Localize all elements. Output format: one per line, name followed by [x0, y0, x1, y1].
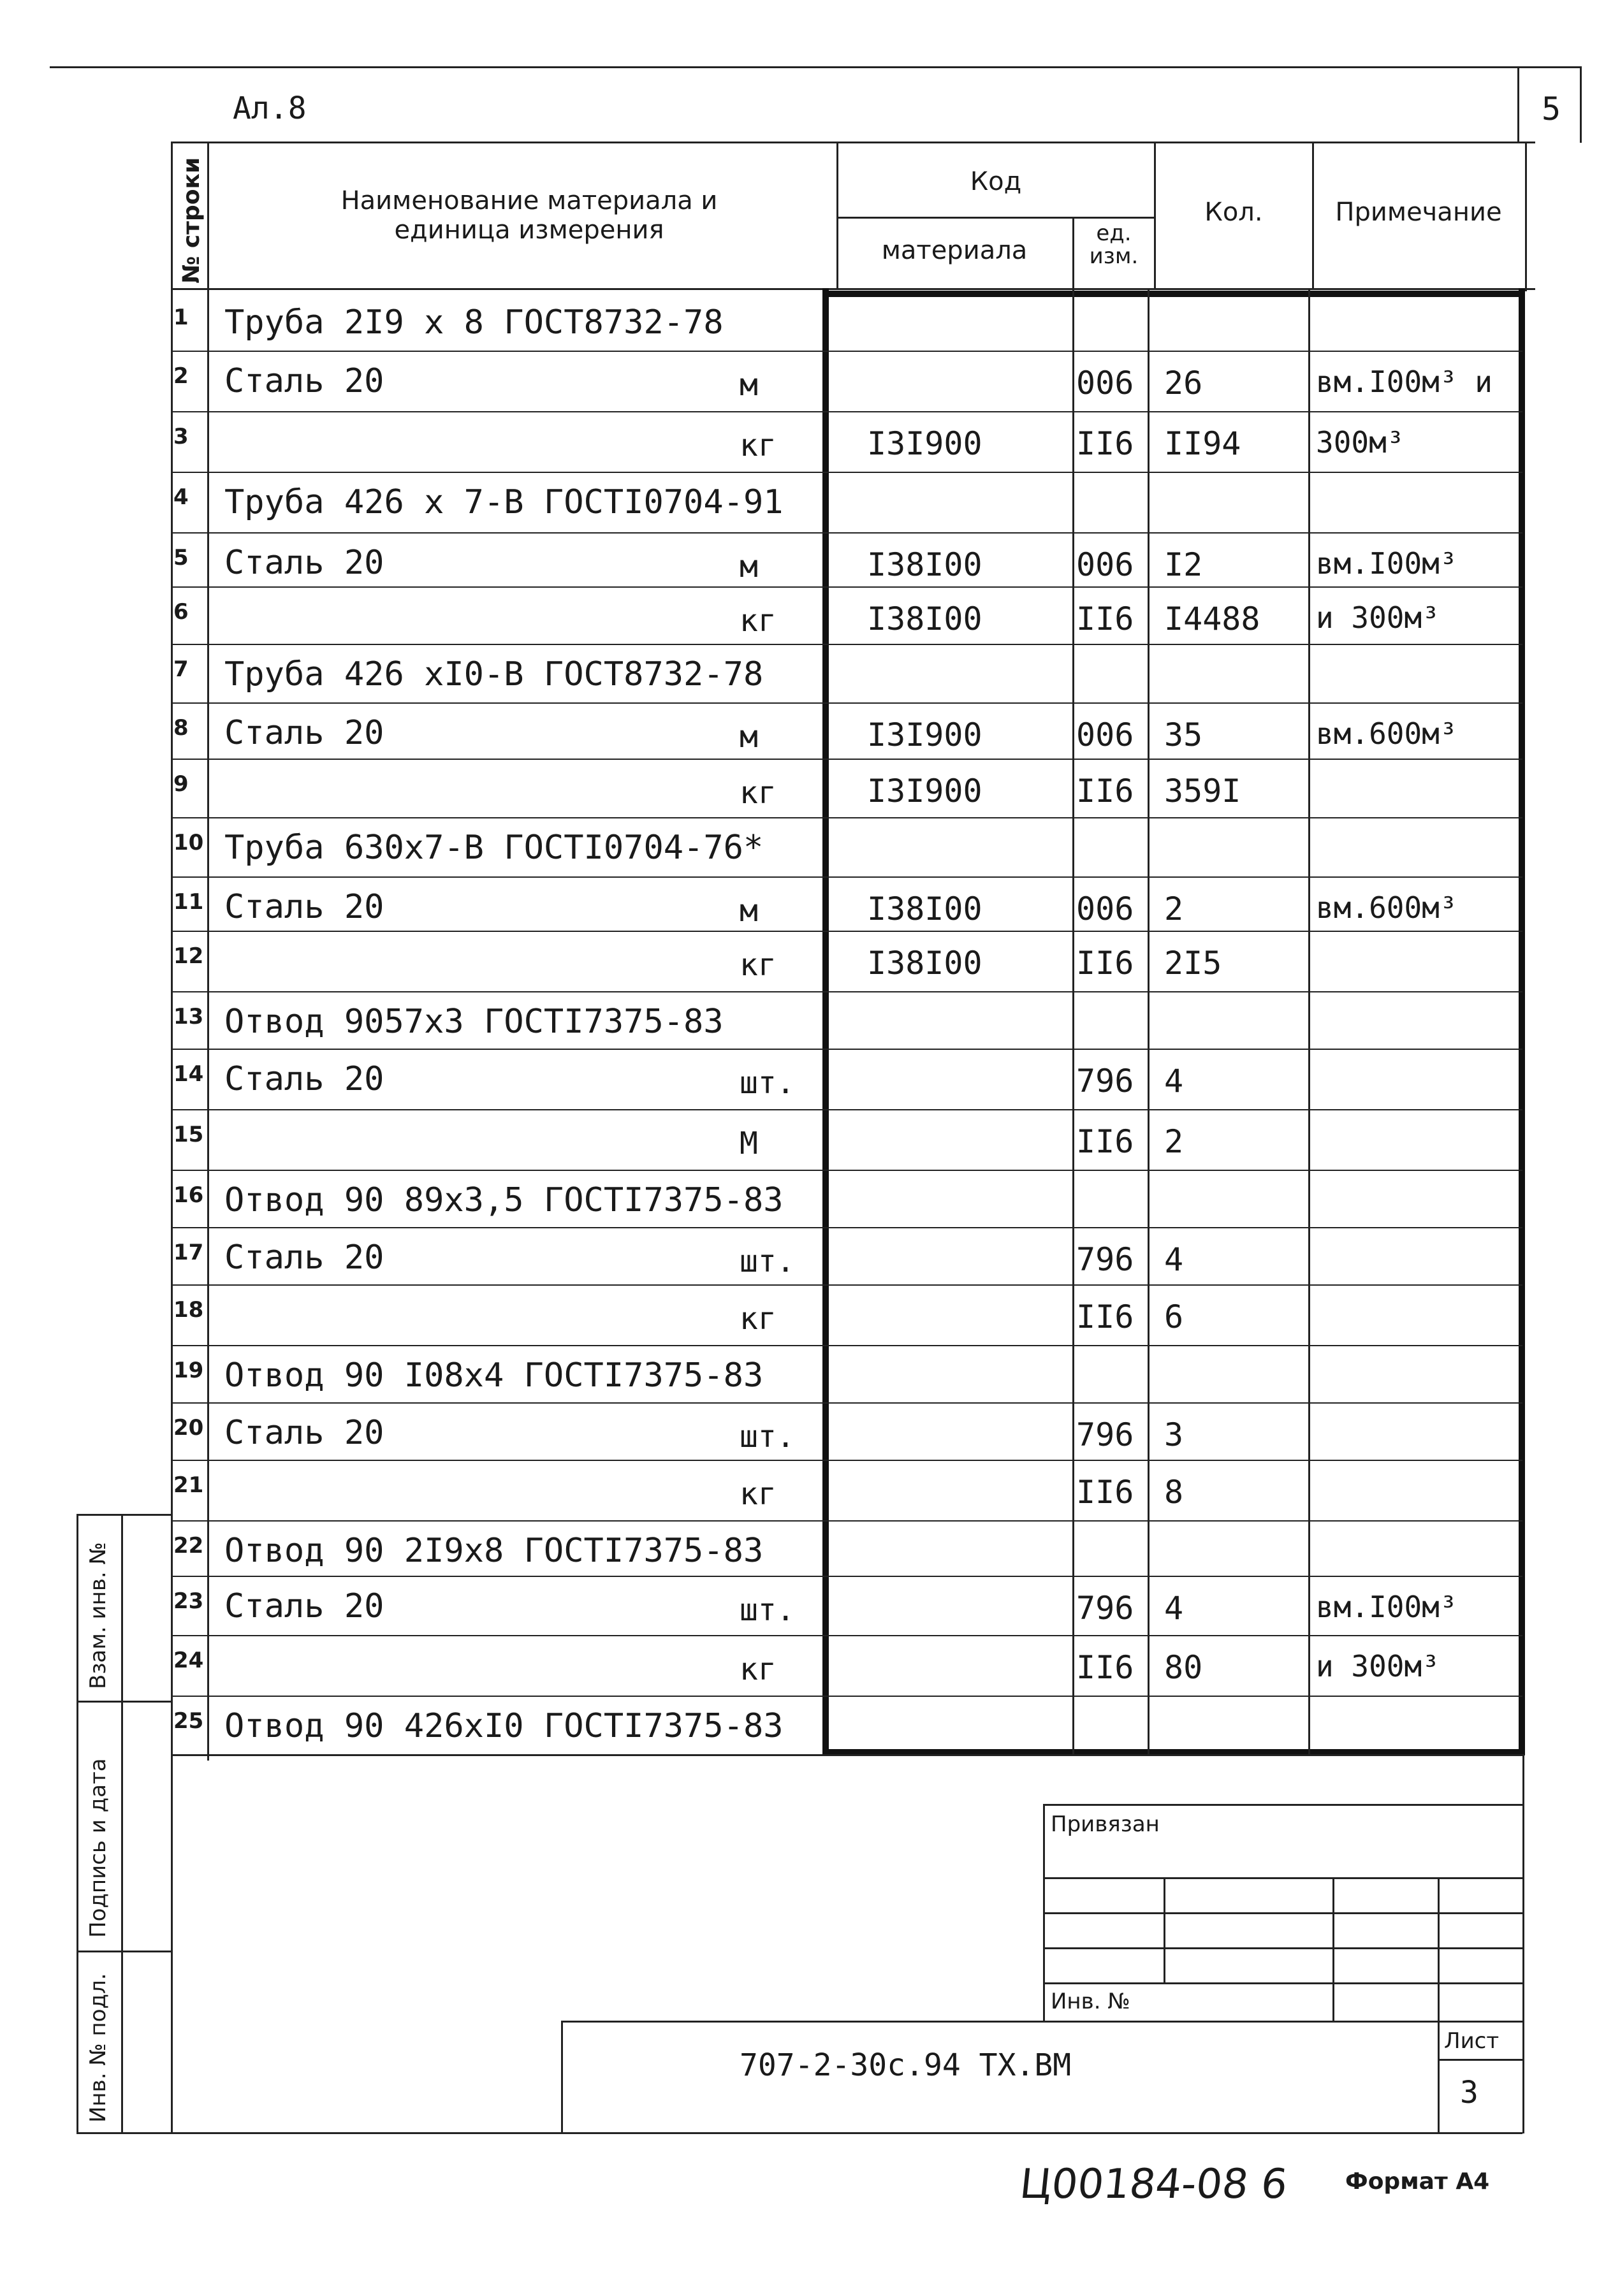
row-number: 20: [173, 1415, 204, 1441]
row-code: I38I00: [867, 890, 982, 927]
row-name: Сталь 20: [224, 1414, 384, 1452]
row-qty: 4: [1164, 1590, 1184, 1627]
row-number: 9: [173, 771, 189, 797]
right-frame: [1522, 1754, 1524, 2133]
row-qty: 8: [1164, 1474, 1184, 1511]
row-number: 14: [173, 1061, 204, 1087]
row-name: Отвод 90 426xI0 ГОСТI7375-83: [224, 1707, 784, 1745]
row-name: Труба 426 x 7-B ГОСТI0704-91: [224, 483, 784, 521]
row-unit: м: [740, 893, 758, 929]
row-note: вм.600м³: [1316, 716, 1457, 751]
row-unit-code: II6: [1076, 945, 1134, 982]
row-name: Труба 2I9 x 8 ГОСТ8732-78: [224, 303, 724, 342]
row-unit: м: [740, 367, 758, 403]
row-note: вм.I00м³ и: [1316, 365, 1492, 399]
row-unit: шт.: [740, 1419, 795, 1455]
row-unit-code: 006: [1076, 890, 1134, 927]
row-name: Сталь 20: [224, 888, 384, 926]
row-qty: 6: [1164, 1298, 1184, 1335]
row-qty: 35: [1164, 716, 1203, 753]
header-code-unit: ед. изм.: [1089, 221, 1139, 269]
row-unit-code: 796: [1076, 1590, 1134, 1627]
row-code: I3I900: [867, 425, 982, 462]
stamp-sheet-label: Лист: [1444, 2028, 1500, 2054]
row-unit: шт.: [740, 1244, 795, 1279]
page-number: 5: [1542, 91, 1561, 127]
row-code: I3I900: [867, 773, 982, 810]
body-border-top: [822, 291, 1525, 297]
row-qty: 4: [1164, 1063, 1184, 1100]
row-qty: 26: [1164, 365, 1203, 402]
header-row-number: № строки: [179, 157, 205, 284]
row-qty: 359I: [1164, 773, 1241, 810]
row-number: 1: [173, 305, 189, 330]
row-unit-code: II6: [1076, 773, 1134, 810]
row-name: Сталь 20: [224, 1239, 384, 1277]
row-unit: кг: [740, 603, 777, 639]
row-qty: 2: [1164, 1123, 1184, 1160]
row-unit-code: II6: [1076, 425, 1134, 462]
row-number: 18: [173, 1297, 204, 1323]
bottom-frame: [171, 2132, 1522, 2134]
page-number-divider: [1517, 66, 1519, 143]
row-number: 6: [173, 599, 189, 625]
row-name: Отвод 9057x3 ГОСТI7375-83: [224, 1003, 724, 1041]
row-name: Сталь 20: [224, 362, 384, 400]
row-unit: М: [740, 1126, 758, 1161]
row-number: 4: [173, 484, 189, 510]
header-note: Примечание: [1335, 198, 1502, 227]
row-unit-code: 796: [1076, 1241, 1134, 1278]
row-code: I38I00: [867, 546, 982, 583]
stamp-inv: Инв. №: [1051, 1989, 1130, 2014]
row-qty: 3: [1164, 1416, 1184, 1453]
row-number: 21: [173, 1472, 204, 1498]
row-note: вм.I00м³: [1316, 1590, 1457, 1624]
row-number: 7: [173, 657, 189, 682]
row-qty: I4488: [1164, 600, 1260, 637]
top-right-tick: [1580, 66, 1582, 143]
row-unit-code: II6: [1076, 600, 1134, 637]
row-number: 17: [173, 1240, 204, 1265]
header-code-material: материала: [881, 236, 1028, 265]
row-name: Сталь 20: [224, 1060, 384, 1098]
row-unit: кг: [740, 1301, 777, 1337]
row-name: Отвод 90 2I9x8 ГОСТI7375-83: [224, 1532, 764, 1570]
body-border-right: [1519, 288, 1525, 1755]
row-unit-code: 006: [1076, 365, 1134, 402]
row-number: 23: [173, 1588, 204, 1614]
row-qty: 2: [1164, 890, 1184, 927]
row-note: 300м³: [1316, 425, 1405, 460]
sheet-label: Ал.8: [233, 91, 307, 126]
row-number: 22: [173, 1533, 204, 1559]
header-code: Код: [970, 167, 1022, 196]
row-note: вм.I00м³: [1316, 546, 1457, 581]
row-number: 5: [173, 545, 189, 570]
row-unit: кг: [740, 1652, 777, 1687]
row-name: Труба 426 xI0-B ГОСТ8732-78: [224, 655, 764, 694]
row-number: 16: [173, 1182, 204, 1208]
body-divider-qty: [1148, 288, 1149, 1754]
side-inv-no-orig: Инв. № подл.: [85, 1973, 111, 2123]
row-note: и 300м³: [1316, 600, 1440, 635]
row-unit-code: 006: [1076, 546, 1134, 583]
side-inv-no: Взам. инв. №: [85, 1542, 111, 1689]
row-unit: кг: [740, 947, 777, 983]
row-unit: шт.: [740, 1592, 795, 1628]
row-unit-code: 006: [1076, 716, 1134, 753]
row-number: 15: [173, 1122, 204, 1147]
row-number: 8: [173, 715, 189, 741]
row-code: I38I00: [867, 945, 982, 982]
row-unit-code: II6: [1076, 1474, 1134, 1511]
header-qty: Кол.: [1204, 198, 1263, 227]
row-qty: 2I5: [1164, 945, 1222, 982]
row-number: 19: [173, 1358, 204, 1383]
row-name: Сталь 20: [224, 1587, 384, 1625]
row-number: 3: [173, 424, 189, 449]
body-border-left: [822, 288, 829, 1755]
row-unit: м: [740, 719, 758, 755]
header-name: Наименование материала и единица измерения: [340, 186, 718, 245]
top-rule: [50, 66, 1580, 68]
row-number: 24: [173, 1648, 204, 1673]
row-number: 13: [173, 1004, 204, 1029]
stamp-doc-code: 707-2-30с.94 ТХ.ВМ: [740, 2047, 1072, 2083]
footer-format: Формат А4: [1345, 2169, 1490, 2195]
row-qty: 80: [1164, 1649, 1203, 1686]
row-number: 12: [173, 943, 204, 969]
row-name: Сталь 20: [224, 544, 384, 582]
row-unit: шт.: [740, 1065, 795, 1101]
body-end-line: [171, 1754, 1522, 1756]
row-name: Отвод 90 89x3,5 ГОСТI7375-83: [224, 1181, 784, 1219]
row-name: Сталь 20: [224, 714, 384, 752]
row-unit: м: [740, 549, 758, 585]
body-divider-ucode: [1072, 288, 1074, 1754]
row-unit-code: 796: [1076, 1416, 1134, 1453]
body-divider-note: [1308, 288, 1310, 1754]
row-unit: кг: [740, 1476, 777, 1512]
row-number: 25: [173, 1708, 204, 1734]
row-unit: кг: [740, 775, 777, 811]
footer-handwritten: Ц00184-08 6: [1018, 2161, 1290, 2208]
row-number: 10: [173, 830, 204, 855]
row-note: и 300м³: [1316, 1649, 1440, 1683]
row-code: I38I00: [867, 600, 982, 637]
row-qty: II94: [1164, 425, 1241, 462]
row-name: Отвод 90 I08x4 ГОСТI7375-83: [224, 1356, 764, 1395]
stamp-tied: Привязан: [1051, 1812, 1160, 1837]
stamp-sheet-number: 3: [1460, 2075, 1478, 2111]
row-unit-code: II6: [1076, 1649, 1134, 1686]
row-unit: кг: [740, 428, 777, 463]
row-unit-code: II6: [1076, 1298, 1134, 1335]
row-number: 11: [173, 889, 204, 915]
row-unit-code: II6: [1076, 1123, 1134, 1160]
row-qty: I2: [1164, 546, 1203, 583]
row-note: вм.600м³: [1316, 890, 1457, 925]
row-unit-code: 796: [1076, 1063, 1134, 1100]
row-code: I3I900: [867, 716, 982, 753]
row-qty: 4: [1164, 1241, 1184, 1278]
row-number: 2: [173, 363, 189, 389]
row-name: Труба 630x7-B ГОСТI0704-76*: [224, 829, 764, 867]
side-sign-date: Подпись и дата: [85, 1758, 111, 1938]
